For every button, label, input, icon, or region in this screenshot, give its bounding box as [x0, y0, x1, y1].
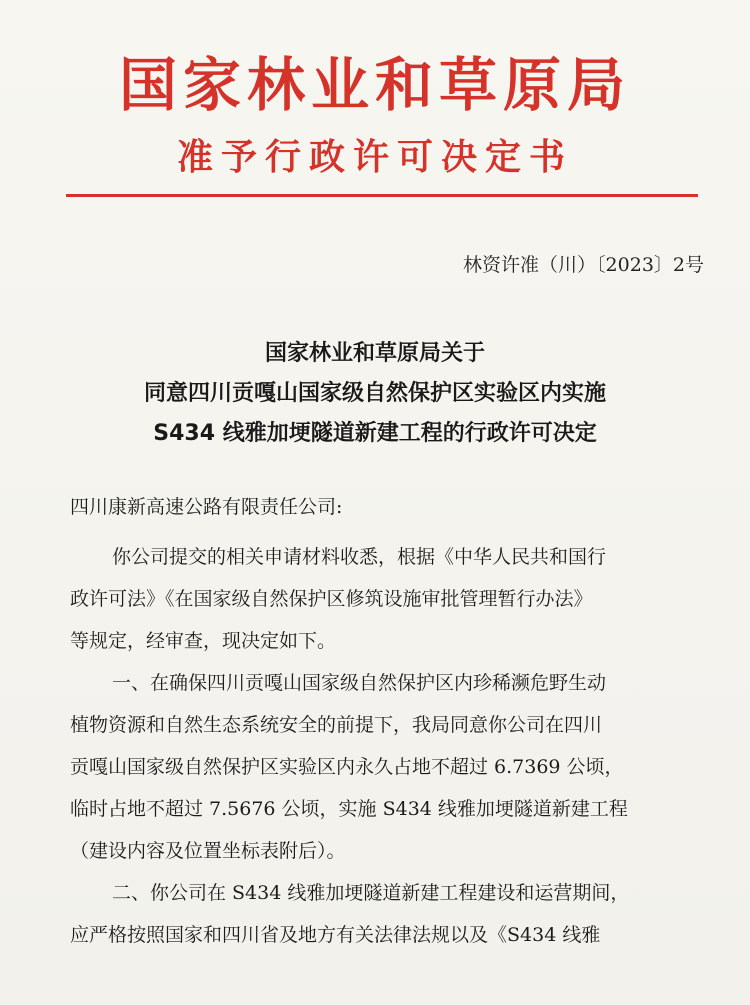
paragraph-line: 你公司提交的相关申请材料收悉，根据《中华人民共和国行	[112, 546, 607, 568]
paragraph-line: 应严格按照国家和四川省及地方有关法律法规以及《S434 线雅	[70, 924, 601, 946]
title-line-2: 同意四川贡嘎山国家级自然保护区实验区内实施	[143, 381, 606, 406]
addressee: 四川康新高速公路有限责任公司:	[70, 496, 343, 518]
issuing-authority-heading: 国家林业和草原局	[118, 51, 631, 119]
title-line-1: 国家林业和草原局关于	[264, 341, 485, 366]
paragraph-line: 植物资源和自然生态系统安全的前提下，我局同意你公司在四川	[70, 714, 603, 736]
title-line-3: S434 线雅加埂隧道新建工程的行政许可决定	[153, 421, 597, 446]
paragraph-line: 二、你公司在 S434 线雅加埂隧道新建工程建设和运营期间，	[112, 882, 630, 904]
decision-title	[0, 334, 750, 454]
paragraph-line: 等规定，经审查，现决定如下。	[70, 630, 337, 652]
paragraph-item-2	[70, 872, 690, 956]
paragraph-line: 政许可法》《在国家级自然保护区修筑设施审批管理暂行办法》	[70, 588, 593, 610]
paragraph-line: 一、在确保四川贡嘎山国家级自然保护区内珍稀濒危野生动	[112, 672, 607, 694]
document-type-heading: 准予行政许可决定书	[176, 137, 573, 178]
paragraph-item-1	[70, 662, 690, 872]
paragraph-line: 贡嘎山国家级自然保护区实验区内永久占地不超过 6.7369 公顷，	[70, 756, 624, 778]
paragraph-intro	[70, 536, 690, 662]
red-divider-line	[66, 194, 698, 197]
paragraph-line: （建设内容及位置坐标表附后）。	[70, 840, 346, 862]
paragraph-line: 临时占地不超过 7.5676 公顷，实施 S434 线雅加埂隧道新建工程	[70, 798, 628, 820]
document-number: 林资许准（川）〔2023〕2号	[463, 254, 704, 276]
